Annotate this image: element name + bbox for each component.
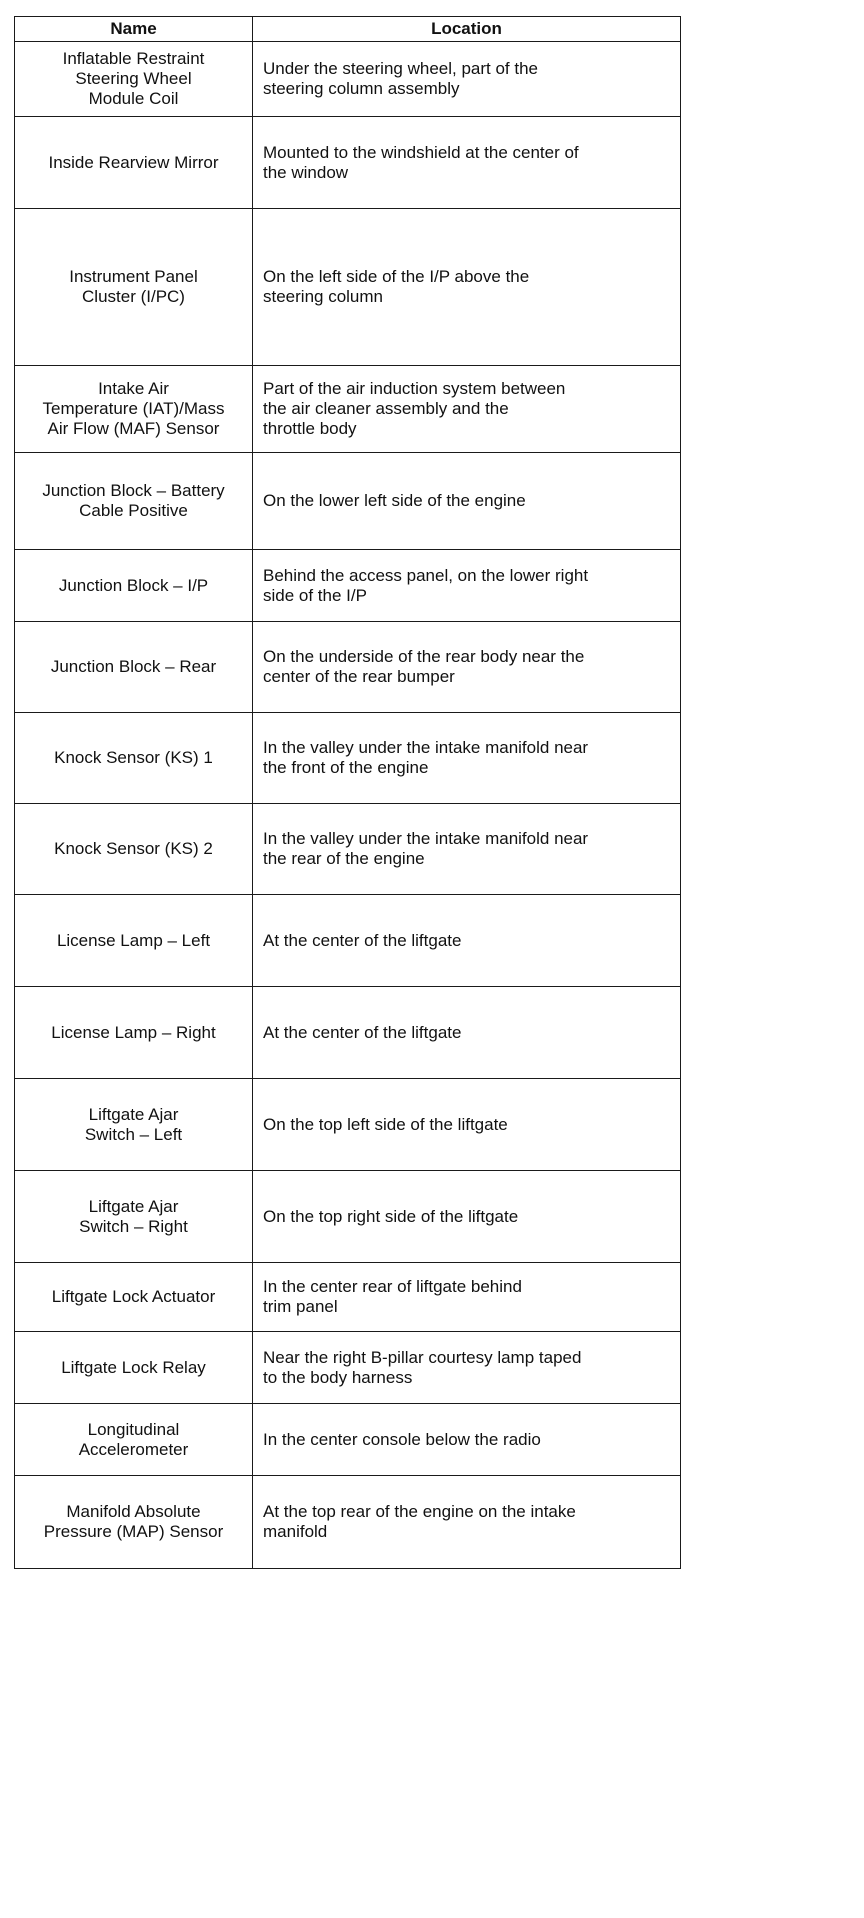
location-column-header: Location bbox=[253, 17, 681, 42]
table-row bbox=[15, 550, 681, 622]
component-name-cell: Inside Rearview Mirror bbox=[15, 117, 253, 209]
component-location-cell: In the valley under the intake manifold near the rear of the engine bbox=[253, 804, 681, 895]
table-row bbox=[15, 895, 681, 987]
name-column-header: Name bbox=[15, 17, 253, 42]
component-location-cell: Part of the air induction system between the air cleaner assembly and the throttle body bbox=[253, 366, 681, 453]
component-location-cell: On the lower left side of the engine bbox=[253, 453, 681, 550]
table-row bbox=[15, 453, 681, 550]
component-name-cell: Liftgate Ajar Switch – Right bbox=[15, 1171, 253, 1263]
component-name-cell: Knock Sensor (KS) 1 bbox=[15, 713, 253, 804]
component-location-table bbox=[14, 16, 681, 1569]
component-location-cell: On the left side of the I/P above the steering column bbox=[253, 209, 681, 366]
table-row bbox=[15, 1476, 681, 1569]
table-row bbox=[15, 1332, 681, 1404]
component-location-cell: Near the right B-pillar courtesy lamp taped to the body harness bbox=[253, 1332, 681, 1404]
table-body bbox=[15, 42, 681, 1569]
component-name-cell: Instrument Panel Cluster (I/PC) bbox=[15, 209, 253, 366]
table-row bbox=[15, 1263, 681, 1332]
component-name-cell: Liftgate Ajar Switch – Left bbox=[15, 1079, 253, 1171]
table-row bbox=[15, 1404, 681, 1476]
table-row bbox=[15, 1079, 681, 1171]
component-location-cell: At the center of the liftgate bbox=[253, 895, 681, 987]
component-location-cell: On the top left side of the liftgate bbox=[253, 1079, 681, 1171]
table-row bbox=[15, 209, 681, 366]
component-location-cell: In the center console below the radio bbox=[253, 1404, 681, 1476]
component-location-cell: Behind the access panel, on the lower right side of the I/P bbox=[253, 550, 681, 622]
component-location-cell: Mounted to the windshield at the center of the window bbox=[253, 117, 681, 209]
component-name-cell: License Lamp – Right bbox=[15, 987, 253, 1079]
component-location-cell: In the valley under the intake manifold near the front of the engine bbox=[253, 713, 681, 804]
document-page bbox=[14, 16, 680, 1569]
component-name-cell: Knock Sensor (KS) 2 bbox=[15, 804, 253, 895]
table-row bbox=[15, 804, 681, 895]
table-header-row bbox=[15, 17, 681, 42]
component-location-cell: At the top rear of the engine on the intake manifold bbox=[253, 1476, 681, 1569]
component-name-cell: Inflatable Restraint Steering Wheel Module Coil bbox=[15, 42, 253, 117]
component-name-cell: Longitudinal Accelerometer bbox=[15, 1404, 253, 1476]
component-location-cell: On the underside of the rear body near the center of the rear bumper bbox=[253, 622, 681, 713]
table-row bbox=[15, 713, 681, 804]
table-row bbox=[15, 622, 681, 713]
component-name-cell: Liftgate Lock Relay bbox=[15, 1332, 253, 1404]
component-name-cell: Liftgate Lock Actuator bbox=[15, 1263, 253, 1332]
table-row bbox=[15, 117, 681, 209]
component-name-cell: Junction Block – I/P bbox=[15, 550, 253, 622]
table-row bbox=[15, 42, 681, 117]
component-location-cell: At the center of the liftgate bbox=[253, 987, 681, 1079]
table-row bbox=[15, 1171, 681, 1263]
component-name-cell: License Lamp – Left bbox=[15, 895, 253, 987]
component-name-cell: Junction Block – Battery Cable Positive bbox=[15, 453, 253, 550]
table-row bbox=[15, 987, 681, 1079]
component-name-cell: Intake Air Temperature (IAT)/Mass Air Flow (MAF) Sensor bbox=[15, 366, 253, 453]
component-name-cell: Junction Block – Rear bbox=[15, 622, 253, 713]
table-row bbox=[15, 366, 681, 453]
component-location-cell: On the top right side of the liftgate bbox=[253, 1171, 681, 1263]
component-location-cell: Under the steering wheel, part of the steering column assembly bbox=[253, 42, 681, 117]
component-name-cell: Manifold Absolute Pressure (MAP) Sensor bbox=[15, 1476, 253, 1569]
component-location-cell: In the center rear of liftgate behind trim panel bbox=[253, 1263, 681, 1332]
